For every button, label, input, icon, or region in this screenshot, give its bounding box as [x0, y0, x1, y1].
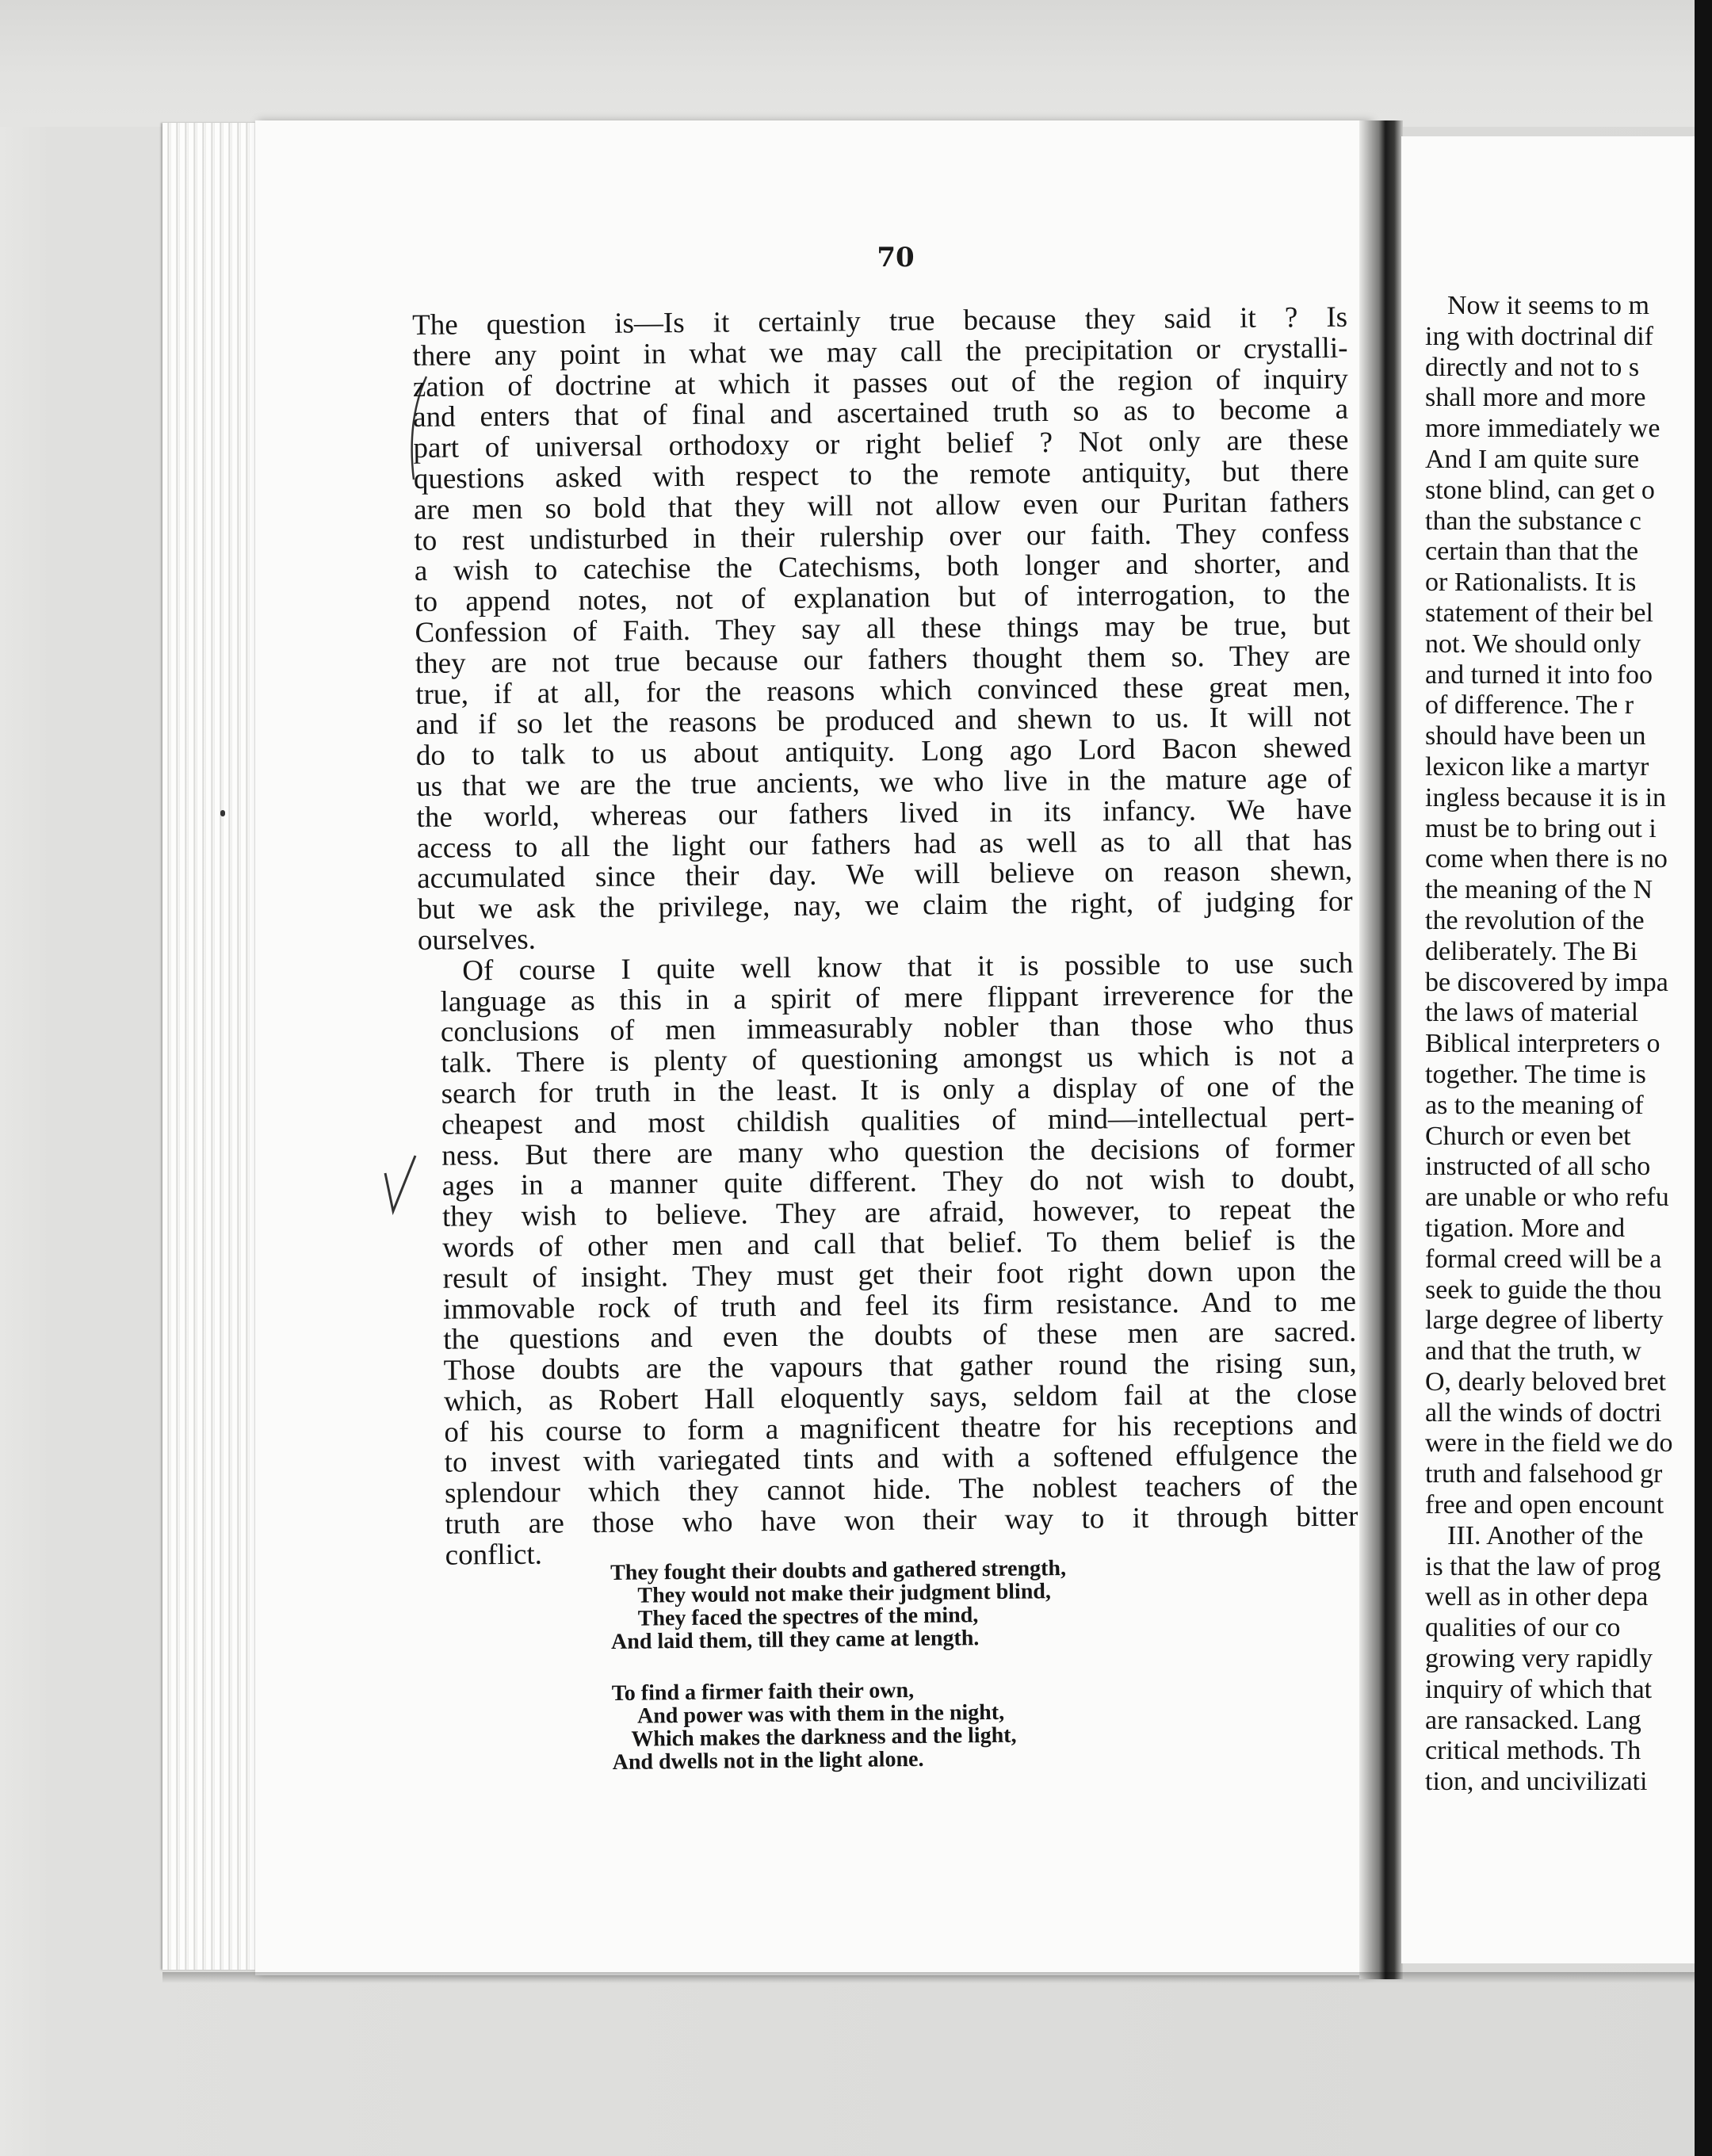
poem-line: And dwells not in the light alone.	[612, 1746, 924, 1775]
text-line: questions asked with respect to the remote antiquity, but there	[413, 454, 1349, 495]
right-page-line: O, dearly beloved bret	[1425, 1367, 1666, 1397]
right-page-line: truth and falsehood gr	[1425, 1459, 1663, 1489]
text-line: of his course to form a magnificent theatre for his receptions and	[444, 1408, 1358, 1449]
right-page-line: formal creed will be a	[1425, 1244, 1662, 1274]
page-number: 70	[877, 242, 915, 273]
right-page-line: free and open encount	[1425, 1490, 1664, 1520]
text-line: result of insight. They must get their foot right down upon the	[442, 1254, 1356, 1295]
right-page-line: instructed of all scho	[1425, 1152, 1651, 1182]
right-page-line: certain than that the	[1425, 537, 1639, 567]
text-line: The question is—Is it certainly true because they said it ? Is	[411, 300, 1348, 342]
right-page-line: Now it seems to m	[1447, 291, 1649, 320]
text-line: Of course I quite well know that it is possible to use such	[462, 946, 1354, 988]
page-bottom-shadow	[162, 1972, 1700, 1983]
right-page-line: stone blind, can get o	[1425, 475, 1655, 505]
right-page-line: are ransacked. Lang	[1425, 1705, 1641, 1735]
right-page-line: and turned it into foo	[1425, 659, 1653, 690]
poem-line: They would not make their judgment blind,	[637, 1579, 1052, 1608]
right-page-line: inquiry of which that	[1425, 1674, 1653, 1704]
text-line: do to talk to us about antiquity. Long ago Lord Bacon shewed	[415, 731, 1352, 773]
text-line: to rest undisturbed in their rulership over our faith. They confess	[414, 516, 1350, 557]
text-line: true, if at all, for the reasons which convinced these great men,	[415, 670, 1351, 711]
poem-stanza-2	[612, 1676, 1167, 1774]
text-line: splendour which they cannot hide. The noblest teachers of the	[444, 1469, 1359, 1510]
right-page-line: Church or even bet	[1425, 1121, 1631, 1151]
pencil-check-mark	[380, 1149, 420, 1221]
poem-line: To find a firmer faith their own,	[611, 1677, 915, 1706]
right-page-line: ingless because it is in	[1425, 782, 1667, 812]
text-line: truth are those who have won their way to it through bitter	[445, 1500, 1359, 1541]
paragraph-1	[411, 300, 1353, 957]
right-page-text	[1425, 291, 1696, 1798]
scan-top-shadow	[0, 0, 1712, 127]
poem-stanza-1	[610, 1556, 1166, 1653]
text-line: Confession of Faith. They say all these things may be true, but	[415, 608, 1351, 649]
right-page-line: seek to guide the thou	[1425, 1275, 1662, 1305]
text-line: talk. There is plenty of questioning amongst us which is not a	[441, 1038, 1355, 1080]
text-line: us that we are the true ancients, we who live in the mature age of	[416, 762, 1352, 803]
text-line: to append notes, not of explanation but of interrogation, to the	[415, 577, 1351, 619]
text-line: there any point in what we may call the precipitation or crystalli-	[412, 331, 1348, 373]
text-line: Those doubts are the vapours that gather round the rising sun,	[443, 1346, 1357, 1387]
text-line: conclusions of men immeasurably nobler than those who thus	[440, 1007, 1355, 1049]
right-page-line: is that the law of prog	[1425, 1551, 1661, 1581]
text-line: language as this in a spirit of mere flippant irreverence for the	[440, 977, 1354, 1019]
text-line: access to all the light our fathers had as well as to all that has	[416, 824, 1353, 865]
right-page-line: should have been un	[1425, 721, 1646, 751]
right-page-line: growing very rapidly	[1425, 1644, 1653, 1674]
right-page	[1401, 136, 1696, 1963]
text-line: they wish to believe. They are afraid, however, to repeat the	[441, 1192, 1356, 1233]
right-page-line: the revolution of the	[1425, 905, 1645, 935]
poem-line: They fought their doubts and gathered strength,	[610, 1555, 1067, 1585]
right-page-line: more immediately we	[1425, 414, 1660, 444]
right-page-line: shall more and more	[1425, 383, 1646, 413]
text-line: accumulated since their day. We will believe on reason shewn,	[417, 854, 1353, 896]
right-page-line: the meaning of the N	[1425, 875, 1653, 905]
right-page-line: directly and not to s	[1425, 352, 1640, 382]
right-page-line: Biblical interpreters o	[1425, 1029, 1660, 1059]
text-line: part of universal orthodoxy or right belief ? Not only are these	[413, 423, 1349, 465]
right-page-line: together. The time is	[1425, 1059, 1646, 1089]
paragraph-2	[418, 948, 1359, 1571]
text-line: zation of doctrine at which it passes out of the region of inquiry	[412, 362, 1348, 403]
poem-line: They faced the spectres of the mind,	[637, 1603, 979, 1631]
right-page-line: of difference. The r	[1425, 690, 1634, 721]
text-line: the world, whereas our fathers lived in its infancy. We have	[416, 793, 1352, 834]
right-page-line: tigation. More and	[1425, 1213, 1626, 1243]
text-line: the questions and even the doubts of these men are sacred.	[443, 1315, 1357, 1357]
poem-line: Which makes the darkness and the light,	[631, 1722, 1017, 1752]
right-page-line: critical methods. Th	[1425, 1736, 1641, 1766]
right-page-line: large degree of liberty	[1425, 1305, 1664, 1336]
right-page-line: ing with doctrinal dif	[1425, 321, 1654, 351]
text-line: which, as Robert Hall eloquently says, seldom fail at the close	[443, 1377, 1358, 1418]
right-page-line: must be to bring out i	[1425, 813, 1657, 843]
right-page-line: lexicon like a martyr	[1425, 751, 1649, 782]
right-page-line: not. We should only	[1425, 629, 1641, 659]
right-page-line: were in the field we do	[1425, 1428, 1673, 1458]
poem-line: And power was with them in the night,	[636, 1699, 1005, 1729]
right-page-line: tion, and uncivilizati	[1425, 1767, 1648, 1797]
book-gutter	[1359, 120, 1403, 1979]
book-page-edges	[162, 123, 258, 1970]
right-page-line: and that the truth, w	[1425, 1336, 1641, 1367]
right-page-line: qualities of our co	[1425, 1613, 1621, 1643]
text-line: are men so bold that they will not allow even our Puritan fathers	[414, 485, 1350, 526]
right-page-line: come when there is no	[1425, 844, 1668, 874]
text-line: ages in a manner quite different. They do not wish to doubt,	[441, 1161, 1355, 1203]
right-page-line: deliberately. The Bi	[1425, 936, 1638, 966]
text-line: words of other men and call that belief. To them belief is the	[442, 1223, 1356, 1264]
text-line: a wish to catechise the Catechisms, both longer and shorter, and	[414, 547, 1351, 588]
right-page-line: And I am quite sure	[1425, 444, 1640, 474]
text-line: to invest with variegated tints and with a softened effulgence the	[444, 1439, 1358, 1480]
text-line: ness. But there are many who question the decisions of former	[441, 1131, 1355, 1172]
text-line: and enters that of final and ascertained truth so as to become a	[412, 393, 1349, 434]
text-line: and if so let the reasons be produced and shewn to us. It will not	[415, 701, 1351, 742]
body-text	[411, 300, 1359, 1572]
right-page-line: or Rationalists. It is	[1425, 568, 1637, 598]
right-page-line: are unable or who refu	[1425, 1183, 1669, 1213]
text-line: conflict.	[445, 1538, 543, 1572]
text-line: they are not true because our fathers thought them so. They are	[415, 639, 1351, 680]
right-page-line: as to the meaning of	[1425, 1090, 1644, 1120]
text-line: but we ask the privilege, nay, we claim the right, of judging for	[417, 885, 1353, 927]
text-line: cheapest and most childish qualities of mind—intellectual pert-	[441, 1100, 1355, 1141]
text-line: ourselves.	[417, 923, 537, 957]
right-page-line: statement of their bel	[1425, 598, 1653, 628]
right-page-line: be discovered by impa	[1425, 967, 1668, 997]
text-line: immovable rock of truth and feel its firm resistance. And to me	[442, 1285, 1357, 1326]
right-page-line: than the substance c	[1425, 506, 1641, 536]
poem-line: And laid them, till they came at length.	[610, 1626, 980, 1654]
scanner-edge	[1695, 0, 1712, 2156]
right-page-line: the laws of material	[1425, 998, 1639, 1028]
right-page-line: well as in other depa	[1425, 1582, 1649, 1612]
right-page-line: III. Another of the	[1447, 1520, 1644, 1550]
poem-quotation	[610, 1556, 1167, 1802]
text-line: search for truth in the least. It is only a display of one of the	[441, 1069, 1355, 1110]
right-page-line: all the winds of doctri	[1425, 1397, 1662, 1428]
margin-speck	[220, 810, 225, 816]
